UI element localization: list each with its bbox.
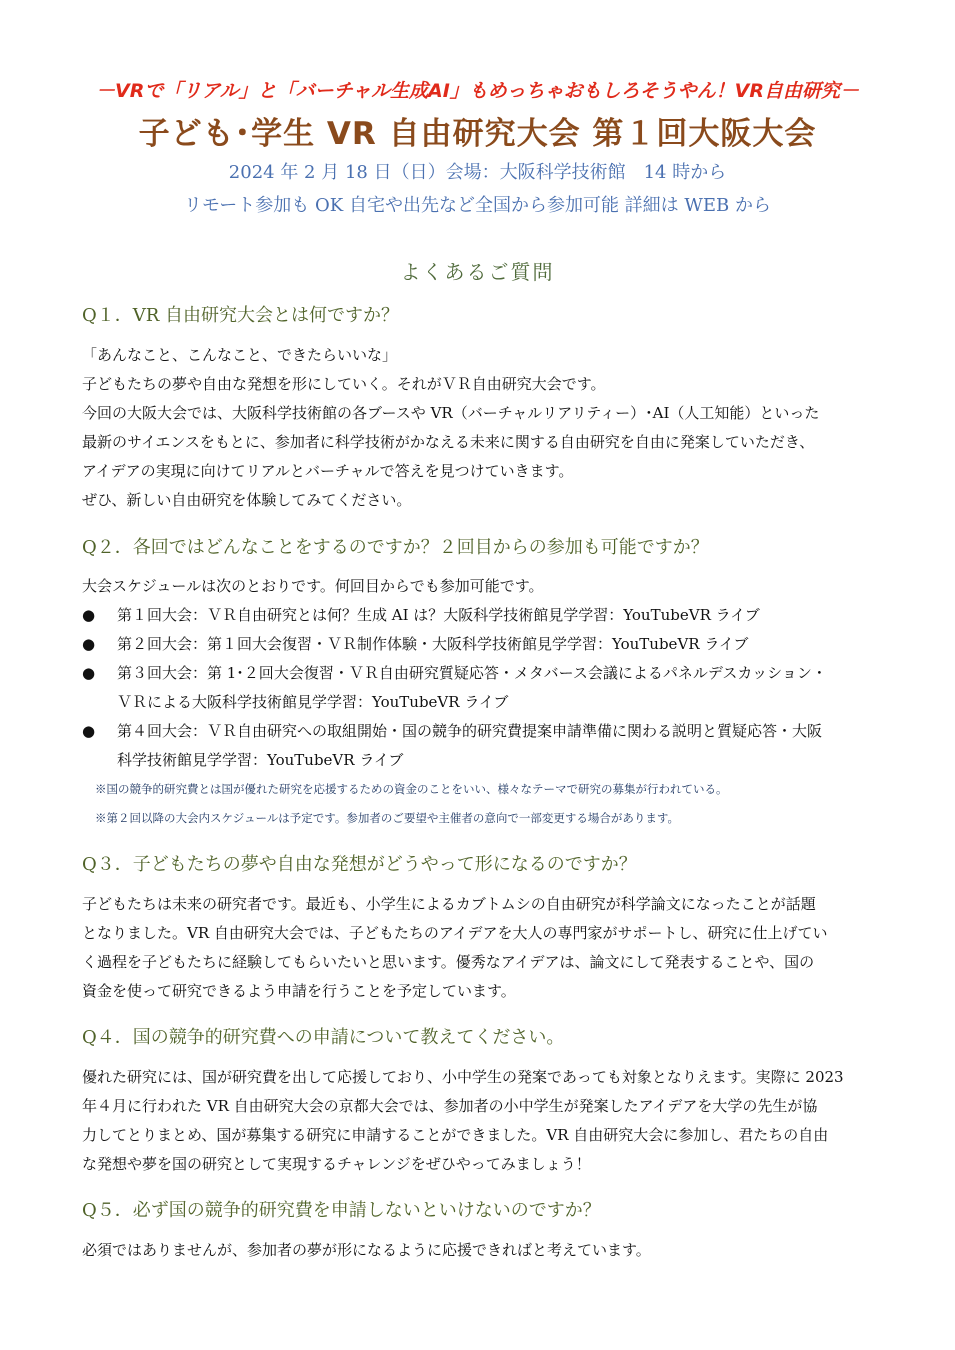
answer-line: な発想や夢を国の研究として実現するチャレンジをぜひやってみましょう！ bbox=[82, 1155, 591, 1173]
event-date-venue: 2024 年 2 月 18 日（日）会場：大阪科学技術館 14 時から bbox=[228, 162, 727, 183]
question-5: Q５．必ず国の競争的研究費を申請しないといけないのですか？ bbox=[82, 1200, 601, 1221]
event-tagline: －VRで「リアル」と「バーチャル生成AI」もめっちゃおもしろそうやん！VR自由研究－ bbox=[96, 80, 859, 102]
remote-participation-note: リモート参加も OK 自宅や出先など全国から参加可能 詳細は WEB から bbox=[184, 195, 771, 216]
answer-line: 最新のサイエンスをもとに、参加者に科学技術がかなえる未来に関する自由研究を自由に発案していただき、 bbox=[82, 433, 815, 451]
faq-heading: よくあるご質問 bbox=[400, 260, 555, 284]
schedule-line: ＶＲによる大阪科学技術館見学学習：YouTubeVR ライブ bbox=[117, 693, 509, 711]
answer-line: 年４月に行われた VR 自由研究大会の京都大会では、参加者の小中学生が発案したアイデアを大学の先生が協 bbox=[82, 1097, 818, 1115]
answer-line: ぜひ、新しい自由研究を体験してみてください。 bbox=[82, 491, 412, 509]
answer-line: 今回の大阪大会では、大阪科学技術館の各ブースや VR（バーチャルリアリティー）･AI（人工知能）といった bbox=[82, 404, 820, 422]
bullet-dot-icon: ● bbox=[82, 664, 96, 682]
answer-line: 子どもたちの夢や自由な発想を形にしていく。それがＶＲ自由研究大会です。 bbox=[82, 375, 606, 393]
answer-2-intro bbox=[82, 572, 882, 601]
answer-line: く過程を子どもたちに経験してもらいたいと思います。優秀なアイデアは、論文にして発表することや、国の bbox=[82, 953, 815, 971]
answer-line: 大会スケジュールは次のとおりです。何回目からでも参加可能です。 bbox=[82, 577, 544, 595]
answer-line: 子どもたちは未来の研究者です。最近も、小学生によるカブトムシの自由研究が科学論文になったことが話題 bbox=[82, 895, 816, 913]
answer-5 bbox=[82, 1236, 882, 1265]
answer-line: 資金を使って研究できるよう申請を行うことを予定しています。 bbox=[82, 982, 516, 1000]
note-schedule-change: ※第２回以降の大会内スケジュールは予定です。参加者のご要望や主催者の意向で一部変更する場合があります。 bbox=[95, 811, 679, 825]
answer-line: 必須ではありませんが、参加者の夢が形になるように応援できればと考えています。 bbox=[82, 1241, 651, 1259]
answer-line: 力してとりまとめ、国が募集する研究に申請することができました。VR 自由研究大会に参加し、君たちの自由 bbox=[82, 1126, 829, 1144]
bullet-dot-icon: ● bbox=[82, 635, 96, 653]
question-4: Q４．国の競争的研究費への申請について教えてください。 bbox=[82, 1027, 565, 1048]
schedule-line: 第３回大会：第 1･２回大会復習・ＶＲ自由研究質疑応答・メタバース会議によるパネルデスカッション・ bbox=[117, 664, 827, 682]
question-1: Q１．VR 自由研究大会とは何ですか？ bbox=[82, 305, 400, 326]
schedule-line: 第４回大会：ＶＲ自由研究への取組開始・国の競争的研究費提案申請準備に関わる説明と質疑応答・大阪 bbox=[117, 722, 823, 740]
question-3: Q３．子どもたちの夢や自由な発想がどうやって形になるのですか？ bbox=[82, 854, 637, 875]
schedule-item bbox=[82, 630, 882, 659]
answer-line: となりました。VR 自由研究大会では、子どもたちのアイデアを大人の専門家がサポートし、研究に仕上げてい bbox=[82, 924, 828, 942]
schedule-line: 第１回大会：ＶＲ自由研究とは何？生成 AI は？大阪科学技術館見学学習：YouTubeVR ライブ bbox=[117, 606, 760, 624]
answer-1 bbox=[82, 341, 882, 515]
answer-line: 優れた研究には、国が研究費を出して応援しており、小中学生の発案であっても対象となりえます。実際に 2023 bbox=[82, 1068, 844, 1086]
event-title: 子ども･学生 VR 自由研究大会 第１回大阪大会 bbox=[138, 116, 817, 152]
question-2: Q２．各回ではどんなことをするのですか？２回目からの参加も可能ですか？ bbox=[82, 537, 709, 558]
schedule-line: 第２回大会：第１回大会復習・ＶＲ制作体験・大阪科学技術館見学学習：YouTubeVR ライブ bbox=[117, 635, 749, 653]
bullet-dot-icon: ● bbox=[82, 722, 96, 740]
schedule-item bbox=[82, 601, 882, 630]
answer-4 bbox=[82, 1063, 882, 1179]
schedule-item bbox=[82, 717, 882, 775]
answer-line: アイデアの実現に向けてリアルとバーチャルで答えを見つけていきます。 bbox=[82, 462, 574, 480]
answer-3 bbox=[82, 890, 882, 1006]
schedule-line: 科学技術館見学学習：YouTubeVR ライブ bbox=[117, 751, 404, 769]
answer-line: 「あんなこと、こんなこと、できたらいいな」 bbox=[82, 346, 398, 364]
schedule-list bbox=[82, 601, 882, 775]
bullet-dot-icon: ● bbox=[82, 606, 96, 624]
note-research-funding: ※国の競争的研究費とは国が優れた研究を応援するための資金のことをいい、様々なテーマで研究の募集が行われている。 bbox=[95, 782, 728, 796]
schedule-item bbox=[82, 659, 882, 717]
